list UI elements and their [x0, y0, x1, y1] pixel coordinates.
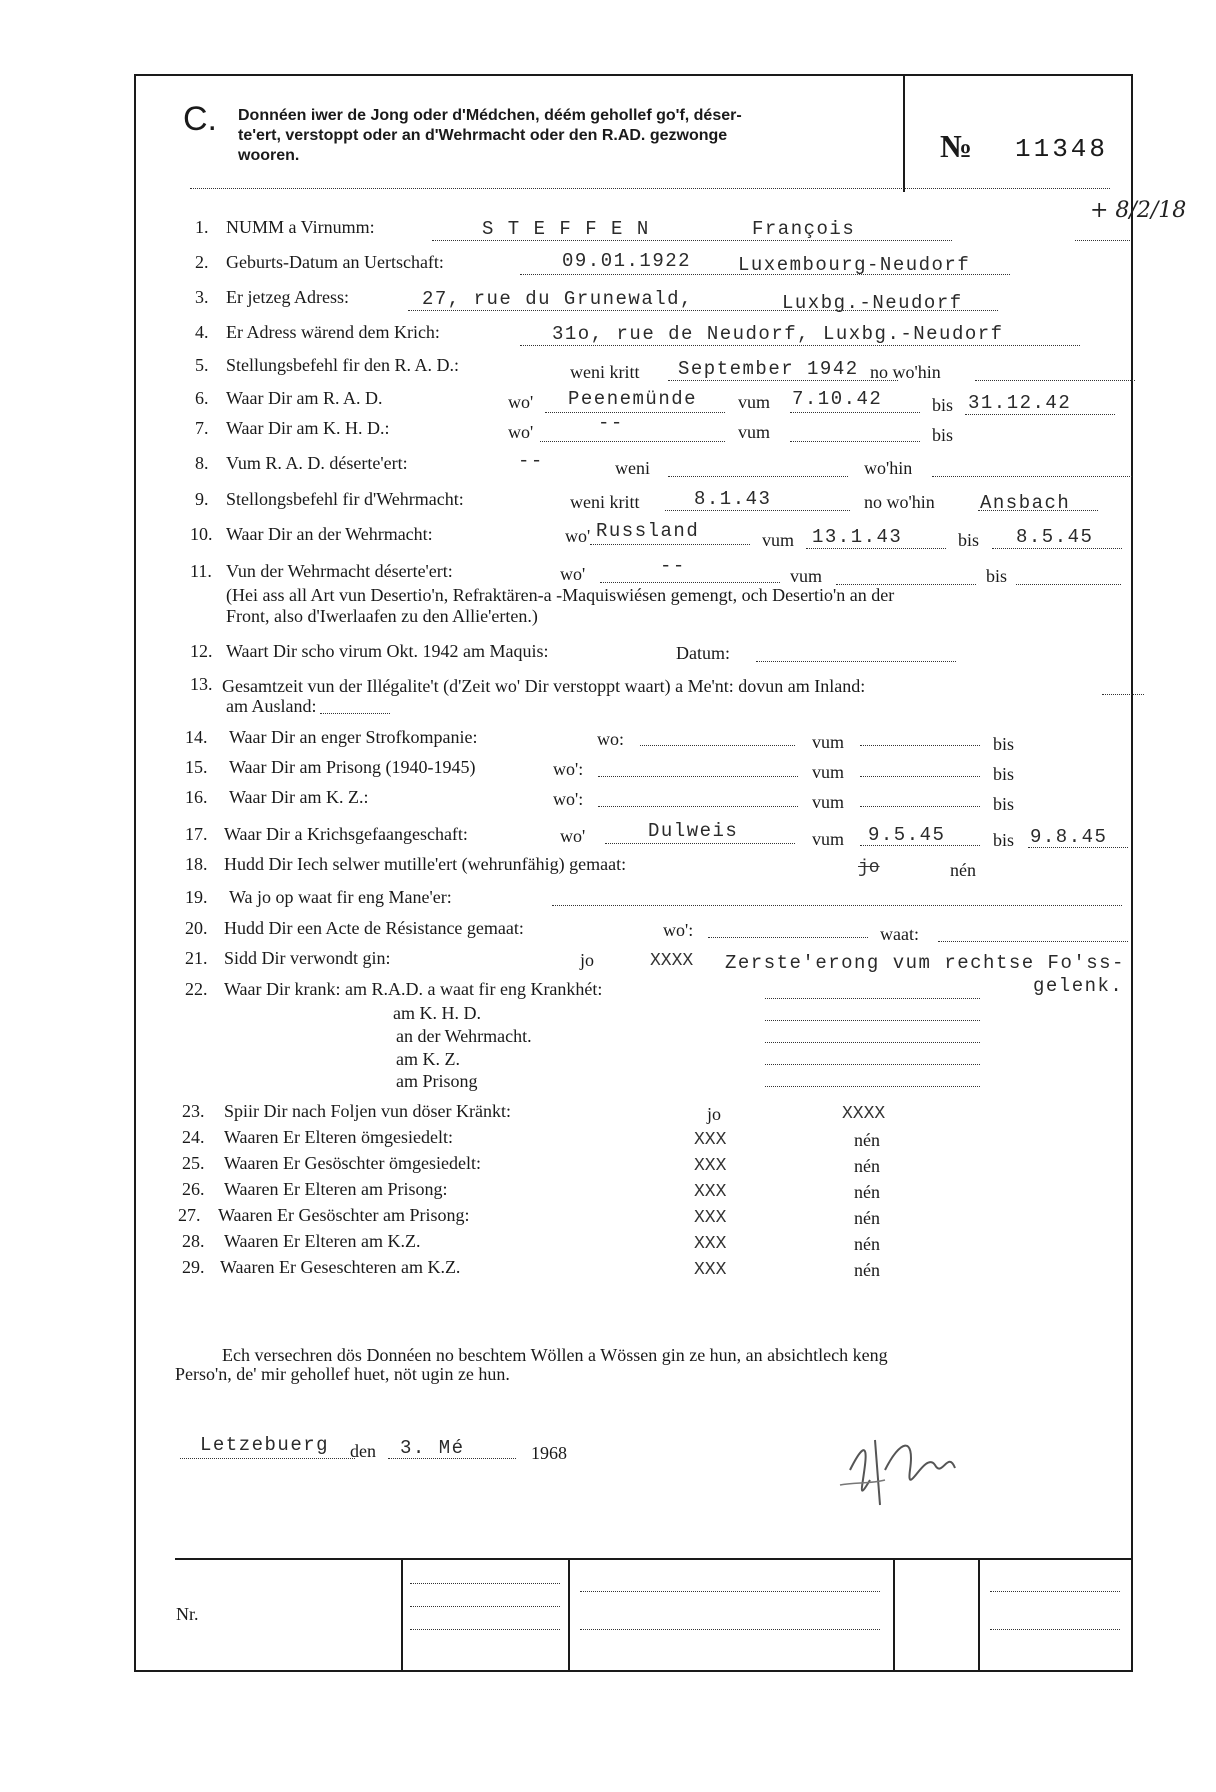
- item-20-num: 20.: [185, 918, 208, 938]
- wehrmacht-where-value: Ansbach: [980, 492, 1071, 514]
- item-27-label: Waaren Er Gesöschter am Prisong:: [218, 1205, 470, 1225]
- wound-description-2: gelenk.: [1033, 975, 1124, 997]
- siblings-prison-no[interactable]: nén: [854, 1208, 880, 1228]
- item-29-num: 29.: [182, 1257, 205, 1277]
- item-27-num: 27.: [178, 1205, 201, 1225]
- footer-dot-b1: [580, 1591, 880, 1592]
- item-16-from-label: vum: [812, 792, 845, 812]
- item-12-label: Waart Dir scho virum Okt. 1942 am Maquis:: [226, 641, 549, 661]
- item-13-num: 13.: [190, 674, 213, 694]
- wounded-yes[interactable]: jo: [580, 950, 595, 970]
- handwritten-annotation: + 8/2/18: [1090, 198, 1187, 223]
- illness-kz-label: am K. Z.: [396, 1049, 460, 1069]
- rad-to-field[interactable]: [965, 414, 1115, 415]
- birth-date-value: 09.01.1922: [562, 250, 692, 272]
- item-20-what-label: waat:: [880, 924, 919, 944]
- item-11-where-label: wo': [560, 564, 586, 584]
- item-1-label: NUMM a Virnumm:: [226, 217, 375, 237]
- footer-col-4: [978, 1558, 980, 1672]
- kz-place-field[interactable]: [598, 806, 798, 807]
- item-4-num: 4.: [195, 322, 209, 342]
- wehrmacht-to-field[interactable]: [992, 548, 1122, 549]
- captivity-place-field[interactable]: [605, 843, 795, 844]
- rad-to-value: 31.12.42: [968, 392, 1072, 414]
- item-17-from-label: vum: [812, 829, 845, 849]
- item-24-num: 24.: [182, 1127, 205, 1147]
- address-value-2: Luxbg.-Neudorf: [782, 292, 963, 314]
- item-3-label: Er jetzeg Adress:: [226, 287, 349, 307]
- footer-dot-c1: [990, 1591, 1120, 1592]
- footer-nr-label: Nr.: [176, 1604, 199, 1624]
- item-9-label: Stellongsbefehl fir d'Wehrmacht:: [226, 489, 464, 509]
- annotation-line: [1075, 240, 1130, 241]
- war-address-field[interactable]: [520, 345, 1080, 346]
- address-value-1: 27, rue du Grunewald,: [422, 288, 693, 310]
- firstname-value: François: [752, 218, 856, 240]
- illness-prisong-field[interactable]: [765, 1086, 980, 1087]
- resistance-what-field[interactable]: [938, 941, 1128, 942]
- wound-description-1: Zerste'erong vum rechtse Fo'ss-: [725, 952, 1125, 974]
- footer-col-1: [401, 1558, 403, 1672]
- declaration-line-1: Ech versechren dös Donnéen no beschtem Wöllen a Wössen gin ze hun, an absichtlech keng: [222, 1345, 888, 1365]
- war-address-value: 31o, rue de Neudorf, Luxbg.-Neudorf: [552, 323, 1004, 345]
- footer-dot-a3: [410, 1629, 560, 1630]
- item-22-label: Waar Dir krank: am R.A.D. a waat fir eng Krankhét:: [224, 979, 603, 999]
- item-8-num: 8.: [195, 453, 209, 473]
- item-14-to-label: bis: [993, 734, 1015, 754]
- wehrmacht-from-value: 13.1.43: [812, 526, 903, 548]
- illness-khd-label: am K. H. D.: [393, 1003, 481, 1023]
- den-label: den: [350, 1441, 376, 1461]
- wehrmacht-place-field[interactable]: [590, 544, 750, 545]
- item-10-where-label: wo': [565, 526, 591, 546]
- item-15-from-label: vum: [812, 762, 845, 782]
- item-25-label: Waaren Er Gesöschter ömgesiedelt:: [224, 1153, 481, 1173]
- item-7-to-label: bis: [932, 425, 954, 445]
- strofkompanie-from-field[interactable]: [860, 745, 980, 746]
- birth-place-value: Luxembourg-Neudorf: [738, 254, 971, 276]
- parents-prison-no[interactable]: nén: [854, 1182, 880, 1202]
- item-11-from-label: vum: [790, 566, 823, 586]
- item-20-where-label: wo':: [663, 920, 694, 940]
- item-2-num: 2.: [195, 252, 209, 272]
- item-17-to-label: bis: [993, 830, 1015, 850]
- abroad-field[interactable]: [320, 713, 390, 714]
- header-divider: [903, 76, 905, 192]
- header-line-3: wooren.: [238, 147, 300, 164]
- item-14-from-label: vum: [812, 732, 845, 752]
- header-rule: [190, 188, 1110, 189]
- item-18-label: Hudd Dir Iech selwer mutille'ert (wehrunfähig) gemaat:: [224, 854, 627, 874]
- header-line-2: te'ert, verstoppt oder an d'Wehrmacht oder den R.AD. gezwonge: [238, 127, 728, 144]
- siblings-kz-yes-crossed[interactable]: XXX: [694, 1260, 727, 1280]
- place-field[interactable]: [180, 1458, 355, 1459]
- wehrmacht-order-value: 8.1.43: [694, 488, 772, 510]
- desert-to-field[interactable]: [1016, 584, 1121, 585]
- item-10-label: Waar Dir an der Wehrmacht:: [226, 524, 433, 544]
- item-23-label: Spiir Dir nach Foljen vun döser Kränkt:: [224, 1101, 511, 1121]
- khd-place-value: --: [598, 412, 624, 434]
- footer-top-rule: [175, 1558, 1133, 1560]
- section-letter: C.: [183, 100, 217, 138]
- siblings-resettled-yes-crossed[interactable]: XXX: [694, 1156, 727, 1176]
- item-6-label: Waar Dir am R. A. D.: [226, 388, 383, 408]
- item-8-when-label: weni: [615, 458, 650, 478]
- footer-dot-a2: [410, 1606, 560, 1607]
- item-5-when-label: weni kritt: [570, 362, 640, 382]
- khd-from-field[interactable]: [790, 441, 920, 442]
- item-5-where-label: no wo'hin: [870, 362, 941, 382]
- kz-from-field[interactable]: [860, 806, 980, 807]
- item-15-where-label: wo':: [553, 759, 584, 779]
- item-6-where-label: wo': [508, 392, 534, 412]
- item-26-num: 26.: [182, 1179, 205, 1199]
- rad-desert-when-field[interactable]: [668, 476, 848, 477]
- number-symbol: №: [940, 128, 973, 164]
- item-14-num: 14.: [185, 727, 208, 747]
- wehrmacht-place-value: Russland: [596, 520, 700, 542]
- surname-value: S T E F F E N: [482, 218, 650, 240]
- item-6-from-label: vum: [738, 392, 771, 412]
- item-10-from-label: vum: [762, 530, 795, 550]
- rad-order-value: September 1942: [678, 358, 859, 380]
- item-8-label: Vum R. A. D. déserte'ert:: [226, 453, 408, 473]
- resistance-place-field[interactable]: [708, 937, 868, 938]
- item-11-to-label: bis: [986, 566, 1008, 586]
- consequences-yes[interactable]: jo: [707, 1104, 722, 1124]
- item-11-num: 11.: [190, 561, 212, 581]
- inland-field[interactable]: [1102, 694, 1144, 695]
- strofkompanie-place-field[interactable]: [640, 745, 795, 746]
- date-value: 3. Mé: [400, 1437, 465, 1459]
- item-13-label: Gesamtzeit vun der Illégalite't (d'Zeit wo' Dir verstoppt waart) a Me'nt: dovun am Inland:: [222, 676, 866, 696]
- footer-col-2: [568, 1558, 570, 1672]
- captivity-place-value: Dulweis: [648, 820, 739, 842]
- item-9-where-label: no wo'hin: [864, 492, 935, 512]
- item-4-label: Er Adress wärend dem Krich:: [226, 322, 440, 342]
- form-number: 11348: [1015, 134, 1109, 164]
- item-15-to-label: bis: [993, 764, 1015, 784]
- item-7-label: Waar Dir am K. H. D.:: [226, 418, 390, 438]
- illness-wehrmacht-label: an der Wehrmacht.: [396, 1026, 532, 1046]
- rad-place-value: Peenemünde: [568, 388, 698, 410]
- item-7-where-label: wo': [508, 422, 534, 442]
- item-21-num: 21.: [185, 948, 208, 968]
- footer-col-3: [893, 1558, 895, 1672]
- item-20-label: Hudd Dir een Acte de Résistance gemaat:: [224, 918, 524, 938]
- footer-dot-b2: [580, 1629, 880, 1630]
- item-16-to-label: bis: [993, 794, 1015, 814]
- wehrmacht-to-value: 8.5.45: [1016, 526, 1094, 548]
- rad-desert-value: --: [518, 450, 544, 472]
- item-15-num: 15.: [185, 757, 208, 777]
- illness-rad-field[interactable]: [765, 998, 980, 999]
- item-14-where-label: wo:: [597, 729, 624, 749]
- item-6-num: 6.: [195, 388, 209, 408]
- item-15-label: Waar Dir am Prisong (1940-1945): [229, 757, 476, 777]
- desert-place-value: --: [660, 555, 686, 577]
- mutilated-no[interactable]: nén: [950, 860, 976, 880]
- item-28-label: Waaren Er Elteren am K.Z.: [224, 1231, 421, 1251]
- item-11-note-1: (Hei ass all Art vun Desertio'n, Refraktären-a -Maquiswiésen gemengt, och Desertio'n an der: [226, 585, 895, 605]
- parents-resettled-yes-crossed[interactable]: XXX: [694, 1130, 727, 1150]
- item-11-label: Vun der Wehrmacht déserte'ert:: [226, 561, 453, 581]
- item-13-abroad-label: am Ausland:: [226, 696, 317, 716]
- rad-where-field[interactable]: [975, 380, 1135, 381]
- item-10-to-label: bis: [958, 530, 980, 550]
- wounded-no-crossed[interactable]: XXXX: [650, 951, 694, 971]
- wehrmacht-from-field[interactable]: [806, 548, 946, 549]
- signature: [830, 1410, 1030, 1530]
- siblings-prison-yes-crossed[interactable]: XXX: [694, 1208, 727, 1228]
- captivity-to-value: 9.8.45: [1030, 826, 1108, 848]
- item-2-label: Geburts-Datum an Uertschaft:: [226, 252, 444, 272]
- rad-desert-where-field[interactable]: [932, 476, 1132, 477]
- item-23-num: 23.: [182, 1101, 205, 1121]
- item-17-num: 17.: [185, 824, 208, 844]
- item-16-where-label: wo':: [553, 789, 584, 809]
- wehrmacht-order-field[interactable]: [665, 510, 850, 511]
- parents-resettled-no[interactable]: nén: [854, 1130, 880, 1150]
- footer-dot-a1: [410, 1583, 560, 1584]
- item-21-label: Sidd Dir verwondt gin:: [224, 948, 391, 968]
- desert-place-field[interactable]: [600, 582, 780, 583]
- item-16-label: Waar Dir am K. Z.:: [229, 787, 369, 807]
- rad-from-field[interactable]: [790, 412, 920, 413]
- item-9-when-label: weni kritt: [570, 492, 640, 512]
- prisong-place-field[interactable]: [598, 776, 798, 777]
- item-16-num: 16.: [185, 787, 208, 807]
- item-5-label: Stellungsbefehl fir den R. A. D.:: [226, 355, 459, 375]
- parents-kz-yes-crossed[interactable]: XXX: [694, 1234, 727, 1254]
- item-17-label: Waar Dir a Krichsgefaangeschaft:: [224, 824, 468, 844]
- captivity-from-value: 9.5.45: [868, 824, 946, 846]
- item-25-num: 25.: [182, 1153, 205, 1173]
- item-12-date-label: Datum:: [676, 643, 730, 663]
- item-3-num: 3.: [195, 287, 209, 307]
- year-value: 1968: [531, 1443, 567, 1463]
- parents-kz-no[interactable]: nén: [854, 1234, 880, 1254]
- item-5-num: 5.: [195, 355, 209, 375]
- item-14-label: Waar Dir an enger Strofkompanie:: [229, 727, 478, 747]
- manner-field[interactable]: [552, 905, 1122, 906]
- item-24-label: Waaren Er Elteren ömgesiedelt:: [224, 1127, 453, 1147]
- item-7-from-label: vum: [738, 422, 771, 442]
- rad-from-value: 7.10.42: [792, 388, 883, 410]
- footer-dot-c2: [990, 1629, 1120, 1630]
- item-17-where-label: wo': [560, 826, 586, 846]
- prisong-from-field[interactable]: [860, 776, 980, 777]
- illness-khd-field[interactable]: [765, 1020, 980, 1021]
- item-11-note-2: Front, also d'Iwerlaafen zu den Allie'erten.): [226, 606, 538, 626]
- declaration-line-2: Perso'n, de' mir gehollef huet, nöt ugin ze hun.: [175, 1364, 510, 1384]
- item-7-num: 7.: [195, 418, 209, 438]
- name-field[interactable]: [432, 240, 952, 241]
- item-29-label: Waaren Er Geseschteren am K.Z.: [220, 1257, 461, 1277]
- place-value: Letzebuerg: [200, 1434, 330, 1456]
- siblings-kz-no[interactable]: nén: [854, 1260, 880, 1280]
- illness-wehrmacht-field[interactable]: [765, 1042, 980, 1043]
- item-28-num: 28.: [182, 1231, 205, 1251]
- consequences-no-crossed[interactable]: XXXX: [842, 1104, 886, 1124]
- item-19-num: 19.: [185, 887, 208, 907]
- header-line-1: Donnéen iwer de Jong oder d'Médchen, déém gehollef go'f, déser-: [238, 107, 742, 124]
- mutilated-yes-crossed[interactable]: jo: [858, 858, 880, 878]
- khd-place-field[interactable]: [540, 441, 725, 442]
- rad-place-field[interactable]: [545, 412, 725, 413]
- illness-prisong-label: am Prisong: [396, 1071, 478, 1091]
- item-1-num: 1.: [195, 217, 209, 237]
- parents-prison-yes-crossed[interactable]: XXX: [694, 1182, 727, 1202]
- item-10-num: 10.: [190, 524, 213, 544]
- item-6-to-label: bis: [932, 395, 954, 415]
- illness-kz-field[interactable]: [765, 1064, 980, 1065]
- rad-order-field[interactable]: [668, 380, 898, 381]
- maquis-date-field[interactable]: [756, 661, 956, 662]
- item-22-num: 22.: [185, 979, 208, 999]
- item-12-num: 12.: [190, 641, 213, 661]
- item-8-where-label: wo'hin: [864, 458, 913, 478]
- item-9-num: 9.: [195, 489, 209, 509]
- siblings-resettled-no[interactable]: nén: [854, 1156, 880, 1176]
- item-26-label: Waaren Er Elteren am Prisong:: [224, 1179, 448, 1199]
- item-19-label: Wa jo op waat fir eng Mane'er:: [229, 887, 452, 907]
- item-18-num: 18.: [185, 854, 208, 874]
